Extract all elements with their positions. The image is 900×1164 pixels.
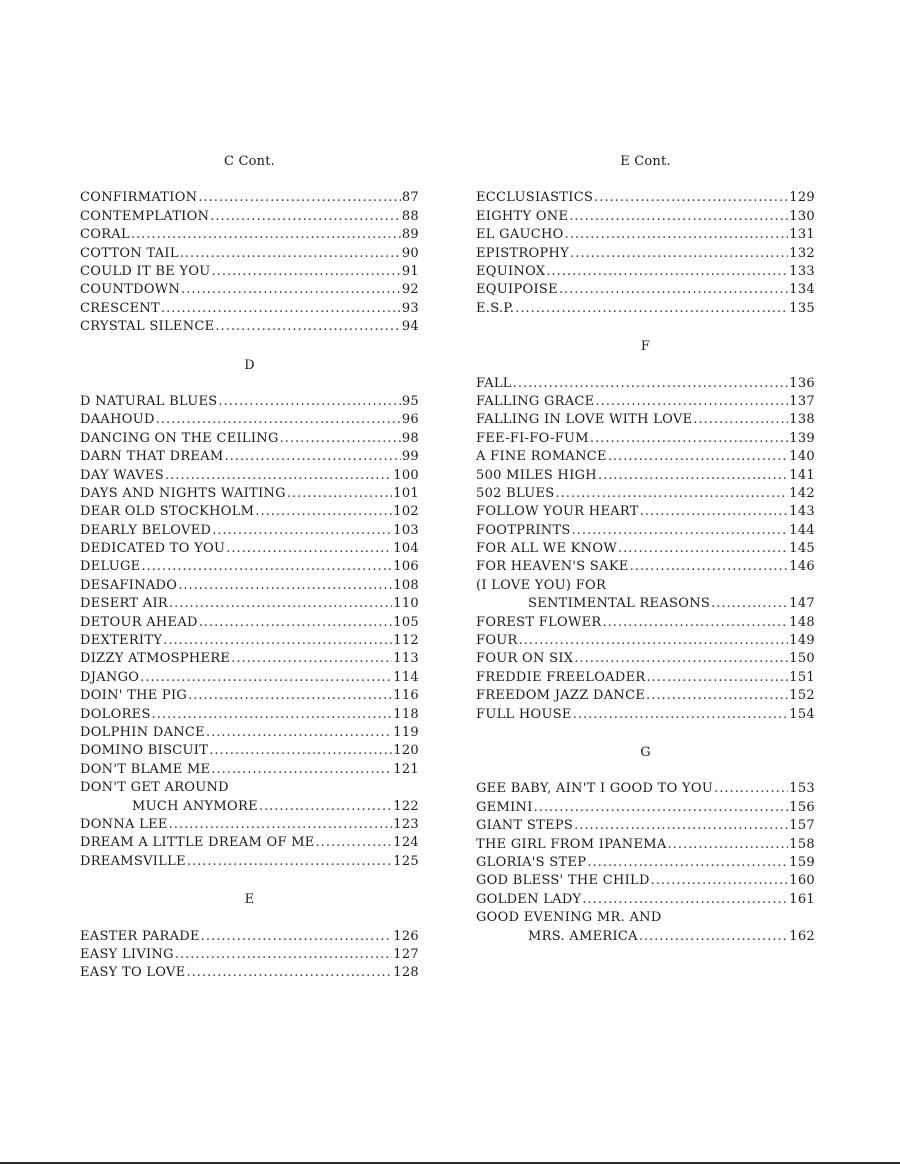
dot-leader bbox=[180, 245, 401, 263]
dot-leader bbox=[618, 540, 788, 558]
entry-page-number: 154 bbox=[789, 706, 815, 722]
dot-leader bbox=[565, 226, 789, 244]
dot-leader bbox=[199, 614, 393, 632]
entry-title: GLORIA'S STEP bbox=[476, 854, 587, 870]
dot-leader bbox=[595, 393, 788, 411]
index-entry bbox=[476, 522, 815, 540]
dot-leader bbox=[569, 208, 788, 226]
entry-title: GOD BLESS' THE CHILD bbox=[476, 873, 650, 889]
index-entry bbox=[476, 448, 815, 466]
entry-page-number: 160 bbox=[789, 873, 815, 889]
index-entry bbox=[476, 632, 815, 650]
index-entry bbox=[476, 540, 815, 558]
entry-page-number: 148 bbox=[789, 614, 815, 630]
dot-leader bbox=[570, 245, 788, 263]
dot-leader bbox=[572, 522, 789, 540]
dot-leader bbox=[226, 540, 392, 558]
entry-title: CRESCENT bbox=[80, 300, 161, 316]
entry-title: EASY TO LOVE bbox=[80, 965, 186, 981]
entry-title: DOIN' THE PIG bbox=[80, 688, 188, 704]
entry-title: DONNA LEE bbox=[80, 816, 168, 832]
entry-page-number: 104 bbox=[393, 541, 419, 557]
dot-leader bbox=[280, 430, 401, 448]
section-heading: F bbox=[640, 339, 651, 355]
entry-page-number: 151 bbox=[789, 669, 815, 685]
entry-title: ECCLUSIASTICS bbox=[476, 190, 594, 206]
index-entry bbox=[476, 669, 815, 687]
dot-leader bbox=[603, 614, 789, 632]
dot-leader bbox=[534, 799, 789, 817]
index-entry bbox=[80, 742, 419, 760]
section-heading: D bbox=[244, 357, 255, 373]
entry-title: GOOD EVENING MR. AND bbox=[476, 910, 662, 926]
dot-leader bbox=[646, 669, 788, 687]
entry-title: EQUIPOISE bbox=[476, 282, 558, 298]
entry-page-number: 149 bbox=[789, 633, 815, 649]
index-entry bbox=[476, 430, 815, 448]
entry-page-number: 135 bbox=[789, 300, 815, 316]
entry-title: EASTER PARADE bbox=[80, 928, 200, 944]
index-entry bbox=[476, 245, 815, 263]
index-entry bbox=[476, 393, 815, 411]
index-entry bbox=[476, 467, 815, 485]
entry-page-number: 120 bbox=[393, 743, 419, 759]
dot-leader bbox=[546, 263, 788, 281]
entry-title: A FINE ROMANCE bbox=[476, 449, 607, 465]
dot-leader bbox=[573, 706, 789, 724]
section-heading: C Cont. bbox=[224, 154, 275, 169]
entry-title: FOR HEAVEN'S SAKE bbox=[476, 559, 629, 575]
entry-title: 500 MILES HIGH bbox=[476, 467, 597, 483]
index-entry bbox=[80, 779, 419, 797]
index-entry bbox=[476, 614, 815, 632]
index-entry bbox=[476, 706, 815, 724]
entry-page-number: 129 bbox=[789, 190, 815, 206]
dot-leader bbox=[259, 798, 392, 816]
dot-leader bbox=[598, 467, 788, 485]
entry-title: DEARLY BELOVED bbox=[80, 522, 212, 538]
dot-leader bbox=[140, 669, 392, 687]
entry-title: D NATURAL BLUES bbox=[80, 393, 218, 409]
entry-page-number: 113 bbox=[393, 651, 419, 667]
section-heading: E Cont. bbox=[620, 154, 671, 169]
entry-title: EPISTROPHY bbox=[476, 245, 570, 261]
entry-title: 502 BLUES bbox=[476, 485, 555, 501]
index-entry bbox=[80, 208, 419, 226]
entry-page-number: 108 bbox=[393, 577, 419, 593]
entry-page-number: 141 bbox=[789, 467, 815, 483]
index-entry bbox=[80, 632, 419, 650]
index-entry bbox=[476, 189, 815, 207]
entry-title: FOR ALL WE KNOW bbox=[476, 541, 617, 557]
entry-page-number: 139 bbox=[789, 430, 815, 446]
entry-page-number: 103 bbox=[393, 522, 419, 538]
entry-page-number: 125 bbox=[393, 853, 419, 869]
entry-page-number: 116 bbox=[393, 688, 419, 704]
entry-title: FOLLOW YOUR HEART bbox=[476, 504, 639, 520]
entry-page-number: 119 bbox=[393, 724, 419, 740]
entry-title: DREAM A LITTLE DREAM OF ME bbox=[80, 835, 315, 851]
index-entry bbox=[80, 245, 419, 263]
index-entry bbox=[80, 595, 419, 613]
entry-title: SENTIMENTAL REASONS bbox=[528, 596, 711, 612]
entry-title: GOLDEN LADY bbox=[476, 891, 582, 907]
entry-title: DARN THAT DREAM bbox=[80, 449, 224, 465]
entry-title: FREDDIE FREELOADER bbox=[476, 669, 646, 685]
dot-leader bbox=[198, 189, 400, 207]
entry-page-number: 143 bbox=[789, 504, 815, 520]
entry-page-number: 146 bbox=[789, 559, 815, 575]
entry-title: MUCH ANYMORE bbox=[132, 798, 258, 814]
dot-leader bbox=[287, 485, 392, 503]
entry-page-number: 96 bbox=[401, 412, 419, 428]
dot-leader bbox=[156, 411, 401, 429]
dot-leader bbox=[152, 706, 393, 724]
index-entry bbox=[80, 503, 419, 521]
dot-leader bbox=[594, 189, 788, 207]
entry-title: DJANGO bbox=[80, 669, 140, 685]
dot-leader bbox=[587, 854, 788, 872]
index-entry bbox=[80, 540, 419, 558]
index-entry bbox=[476, 577, 815, 595]
dot-leader bbox=[608, 448, 788, 466]
entry-page-number: 127 bbox=[393, 946, 419, 962]
entry-page-number: 130 bbox=[789, 208, 815, 224]
dot-leader bbox=[165, 467, 392, 485]
dot-leader bbox=[630, 558, 789, 576]
entry-title: CONFIRMATION bbox=[80, 190, 198, 206]
dot-leader bbox=[178, 577, 392, 595]
entry-title: DAYS AND NIGHTS WAITING bbox=[80, 485, 286, 501]
index-entry bbox=[476, 375, 815, 393]
index-entry bbox=[80, 467, 419, 485]
index-entry bbox=[476, 780, 815, 798]
entry-page-number: 150 bbox=[789, 651, 815, 667]
entry-page-number: 100 bbox=[393, 467, 419, 483]
index-entry bbox=[80, 300, 419, 318]
entry-title: FOREST FLOWER bbox=[476, 614, 602, 630]
entry-title: CRYSTAL SILENCE bbox=[80, 319, 215, 335]
entry-title: DOLPHIN DANCE bbox=[80, 724, 205, 740]
entry-page-number: 88 bbox=[401, 208, 419, 224]
entry-page-number: 159 bbox=[789, 854, 815, 870]
entry-page-number: 98 bbox=[401, 430, 419, 446]
entry-title: DESERT AIR bbox=[80, 596, 168, 612]
index-entry bbox=[80, 834, 419, 852]
dot-leader bbox=[161, 300, 401, 318]
index-section bbox=[476, 153, 815, 318]
entry-page-number: 137 bbox=[789, 393, 815, 409]
entry-title: E.S.P. bbox=[476, 300, 515, 316]
entry-page-number: 105 bbox=[393, 614, 419, 630]
entry-title: GEMINI bbox=[476, 799, 533, 815]
dot-leader bbox=[215, 318, 400, 336]
index-entry bbox=[80, 226, 419, 244]
entry-page-number: 124 bbox=[393, 835, 419, 851]
dot-leader bbox=[582, 891, 788, 909]
entry-title: FULL HOUSE bbox=[476, 706, 572, 722]
entry-page-number: 91 bbox=[401, 263, 419, 279]
entry-title: EL GAUCHO bbox=[476, 227, 564, 243]
index-entry bbox=[80, 189, 419, 207]
index-entry bbox=[476, 687, 815, 705]
entry-page-number: 122 bbox=[393, 798, 419, 814]
entry-page-number: 118 bbox=[393, 706, 419, 722]
section-heading: G bbox=[640, 744, 651, 760]
index-entry bbox=[476, 891, 815, 909]
dot-leader bbox=[206, 724, 392, 742]
index-section bbox=[476, 744, 815, 946]
entry-title: DIZZY ATMOSPHERE bbox=[80, 651, 231, 667]
index-entry bbox=[476, 485, 815, 503]
index-entry bbox=[476, 226, 815, 244]
dot-leader bbox=[574, 817, 788, 835]
entry-title: DON'T GET AROUND bbox=[80, 780, 229, 796]
entry-page-number: 161 bbox=[789, 891, 815, 907]
section-heading: E bbox=[244, 892, 255, 908]
dot-leader bbox=[169, 595, 392, 613]
dot-leader bbox=[201, 928, 392, 946]
dot-leader bbox=[187, 853, 392, 871]
entry-title: FOUR bbox=[476, 633, 518, 649]
entry-title: COULD IT BE YOU bbox=[80, 263, 211, 279]
index-entry bbox=[476, 411, 815, 429]
index-entry bbox=[476, 208, 815, 226]
index-entry bbox=[80, 485, 419, 503]
index-entry bbox=[476, 872, 815, 890]
entry-title: DREAMSVILLE bbox=[80, 853, 186, 869]
entry-title: CONTEMPLATION bbox=[80, 208, 210, 224]
index-entry bbox=[80, 761, 419, 779]
index-entry bbox=[80, 393, 419, 411]
index-entry bbox=[80, 318, 419, 336]
entry-title: EIGHTY ONE bbox=[476, 208, 569, 224]
entry-title: FEE-FI-FO-FUM bbox=[476, 430, 589, 446]
dot-leader bbox=[169, 816, 393, 834]
dot-leader bbox=[188, 687, 392, 705]
entry-page-number: 87 bbox=[401, 190, 419, 206]
index-entry bbox=[476, 300, 815, 318]
index-entry bbox=[80, 558, 419, 576]
index-entry bbox=[476, 558, 815, 576]
dot-leader bbox=[163, 632, 392, 650]
index-entry bbox=[80, 724, 419, 742]
entry-title: DESAFINADO bbox=[80, 577, 178, 593]
index-entry bbox=[80, 706, 419, 724]
entry-page-number: 132 bbox=[789, 245, 815, 261]
entry-page-number: 94 bbox=[401, 319, 419, 335]
entry-page-number: 134 bbox=[789, 282, 815, 298]
dot-leader bbox=[711, 595, 788, 613]
index-entry bbox=[476, 281, 815, 299]
dot-leader bbox=[175, 946, 392, 964]
index-entry bbox=[80, 614, 419, 632]
entry-page-number: 162 bbox=[789, 928, 815, 944]
index-entry bbox=[80, 669, 419, 687]
entry-title: FOUR ON SIX bbox=[476, 651, 574, 667]
dot-leader bbox=[515, 300, 788, 318]
entry-page-number: 112 bbox=[393, 633, 419, 649]
entry-page-number: 140 bbox=[789, 449, 815, 465]
entry-page-number: 136 bbox=[789, 375, 815, 391]
entry-page-number: 102 bbox=[393, 504, 419, 520]
index-entry bbox=[476, 854, 815, 872]
dot-leader bbox=[181, 281, 401, 299]
entry-page-number: 156 bbox=[789, 799, 815, 815]
dot-leader bbox=[255, 503, 392, 521]
dot-leader bbox=[225, 448, 401, 466]
dot-leader bbox=[668, 836, 789, 854]
dot-leader bbox=[574, 650, 788, 668]
index-entry bbox=[476, 263, 815, 281]
entry-page-number: 152 bbox=[789, 688, 815, 704]
entry-page-number: 133 bbox=[789, 263, 815, 279]
index-section bbox=[80, 153, 419, 337]
entry-page-number: 101 bbox=[393, 485, 419, 501]
index-entry bbox=[80, 411, 419, 429]
index-entry bbox=[80, 430, 419, 448]
index-entry bbox=[80, 816, 419, 834]
entry-title: DELUGE bbox=[80, 559, 141, 575]
index-entry bbox=[476, 836, 815, 854]
entry-page-number: 131 bbox=[789, 227, 815, 243]
index-entry bbox=[80, 946, 419, 964]
entry-page-number: 145 bbox=[789, 541, 815, 557]
index-entry bbox=[80, 964, 419, 982]
entry-page-number: 121 bbox=[393, 761, 419, 777]
index-column-right bbox=[476, 153, 815, 946]
dot-leader bbox=[646, 687, 788, 705]
entry-page-number: 126 bbox=[393, 928, 419, 944]
dot-leader bbox=[519, 632, 789, 650]
entry-page-number: 123 bbox=[393, 816, 419, 832]
entry-page-number: 144 bbox=[789, 522, 815, 538]
entry-page-number: 93 bbox=[401, 300, 419, 316]
entry-page-number: 128 bbox=[393, 965, 419, 981]
entry-page-number: 110 bbox=[393, 596, 419, 612]
index-entry bbox=[476, 928, 815, 946]
dot-leader bbox=[590, 430, 788, 448]
index-section bbox=[80, 357, 419, 872]
index-entry bbox=[476, 503, 815, 521]
entry-title: FOOTPRINTS bbox=[476, 522, 571, 538]
index-entry bbox=[80, 853, 419, 871]
entry-title: DAAHOUD bbox=[80, 412, 155, 428]
entry-page-number: 92 bbox=[401, 282, 419, 298]
index-entry bbox=[80, 928, 419, 946]
entry-page-number: 147 bbox=[789, 596, 815, 612]
entry-title: DEXTERITY bbox=[80, 633, 163, 649]
dot-leader bbox=[131, 226, 401, 244]
dot-leader bbox=[212, 522, 392, 540]
entry-page-number: 158 bbox=[789, 836, 815, 852]
entry-title: COTTON TAIL bbox=[80, 245, 179, 261]
entry-page-number: 138 bbox=[789, 412, 815, 428]
entry-page-number: 153 bbox=[789, 781, 815, 797]
entry-page-number: 106 bbox=[393, 559, 419, 575]
entry-title: FALLING IN LOVE WITH LOVE bbox=[476, 412, 693, 428]
entry-title: DON'T BLAME ME bbox=[80, 761, 211, 777]
entry-title: EASY LIVING bbox=[80, 946, 174, 962]
entry-title: (I LOVE YOU) FOR bbox=[476, 577, 607, 593]
index-section bbox=[476, 338, 815, 724]
entry-title: DOLORES bbox=[80, 706, 151, 722]
dot-leader bbox=[187, 964, 393, 982]
entry-title: DEAR OLD STOCKHOLM bbox=[80, 504, 255, 520]
index-entry bbox=[80, 448, 419, 466]
index-entry bbox=[476, 595, 815, 613]
dot-leader bbox=[714, 780, 788, 798]
entry-page-number: 157 bbox=[789, 818, 815, 834]
entry-page-number: 89 bbox=[401, 227, 419, 243]
entry-title: FALLING GRACE bbox=[476, 393, 595, 409]
entry-title: CORAL bbox=[80, 227, 130, 243]
entry-title: DOMINO BISCUIT bbox=[80, 743, 209, 759]
dot-leader bbox=[513, 375, 789, 393]
dot-leader bbox=[559, 281, 788, 299]
entry-title: EQUINOX bbox=[476, 263, 546, 279]
dot-leader bbox=[141, 558, 392, 576]
entry-title: FREEDOM JAZZ DANCE bbox=[476, 688, 646, 704]
dot-leader bbox=[316, 834, 393, 852]
dot-leader bbox=[640, 503, 789, 521]
entry-title: DETOUR AHEAD bbox=[80, 614, 198, 630]
dot-leader bbox=[212, 263, 401, 281]
entry-page-number: 99 bbox=[401, 449, 419, 465]
dot-leader bbox=[211, 761, 392, 779]
entry-page-number: 90 bbox=[401, 245, 419, 261]
index-entry bbox=[80, 798, 419, 816]
entry-title: MRS. AMERICA bbox=[528, 928, 638, 944]
entry-page-number: 95 bbox=[401, 393, 419, 409]
entry-title: FALL bbox=[476, 375, 512, 391]
entry-title: THE GIRL FROM IPANEMA bbox=[476, 836, 667, 852]
dot-leader bbox=[555, 485, 788, 503]
index-entry bbox=[80, 263, 419, 281]
entry-title: GIANT STEPS bbox=[476, 818, 574, 834]
index-column-left bbox=[80, 153, 419, 983]
index-entry bbox=[476, 650, 815, 668]
dot-leader bbox=[651, 872, 789, 890]
index-entry bbox=[476, 909, 815, 927]
dot-leader bbox=[231, 650, 392, 668]
index-entry bbox=[80, 281, 419, 299]
index-entry bbox=[80, 522, 419, 540]
dot-leader bbox=[219, 393, 401, 411]
entry-page-number: 114 bbox=[393, 669, 419, 685]
entry-title: GEE BABY, AIN'T I GOOD TO YOU bbox=[476, 781, 714, 797]
dot-leader bbox=[210, 208, 401, 226]
entry-title: COUNTDOWN bbox=[80, 282, 181, 298]
entry-title: DEDICATED TO YOU bbox=[80, 541, 226, 557]
entry-title: DAY WAVES bbox=[80, 467, 164, 483]
dot-leader bbox=[209, 742, 392, 760]
index-section bbox=[80, 891, 419, 983]
index-entry bbox=[476, 799, 815, 817]
entry-title: DANCING ON THE CEILING bbox=[80, 430, 279, 446]
index-entry bbox=[80, 687, 419, 705]
index-entry bbox=[80, 650, 419, 668]
entry-page-number: 142 bbox=[789, 485, 815, 501]
dot-leader bbox=[693, 411, 788, 429]
index-entry bbox=[476, 817, 815, 835]
dot-leader bbox=[639, 928, 788, 946]
index-entry bbox=[80, 577, 419, 595]
